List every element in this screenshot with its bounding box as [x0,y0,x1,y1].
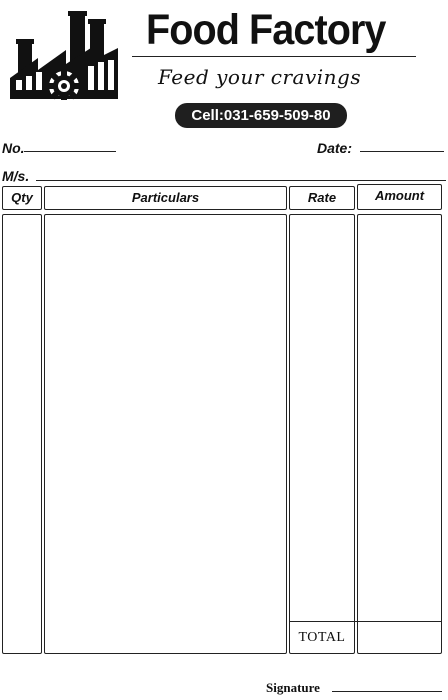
total-label: TOTAL [298,630,346,645]
signature-label: Signature [266,680,320,695]
rate-header: Rate [289,186,355,210]
no-field-line[interactable] [24,151,116,152]
particulars-column[interactable] [44,214,287,654]
amount-header: Amount [357,184,442,210]
signature-line[interactable] [332,691,442,692]
date-field-line[interactable] [360,151,444,152]
tagline: Feed your cravings [158,65,362,89]
factory-gear-icon [8,8,120,100]
amount-column[interactable] [357,214,442,654]
ms-label: M/s. [2,168,30,184]
particulars-header: Particulars [44,186,287,210]
no-label: No. [2,140,25,156]
ms-field-line[interactable] [36,180,446,181]
qty-column[interactable] [2,214,42,654]
brand-name: Food Factory [146,6,386,54]
qty-header: Qty [2,186,42,210]
brand-divider [132,56,416,57]
date-label: Date: [317,140,353,156]
cell-number-badge: Cell:031-659-509-80 [175,103,347,128]
rate-column[interactable] [289,214,355,654]
